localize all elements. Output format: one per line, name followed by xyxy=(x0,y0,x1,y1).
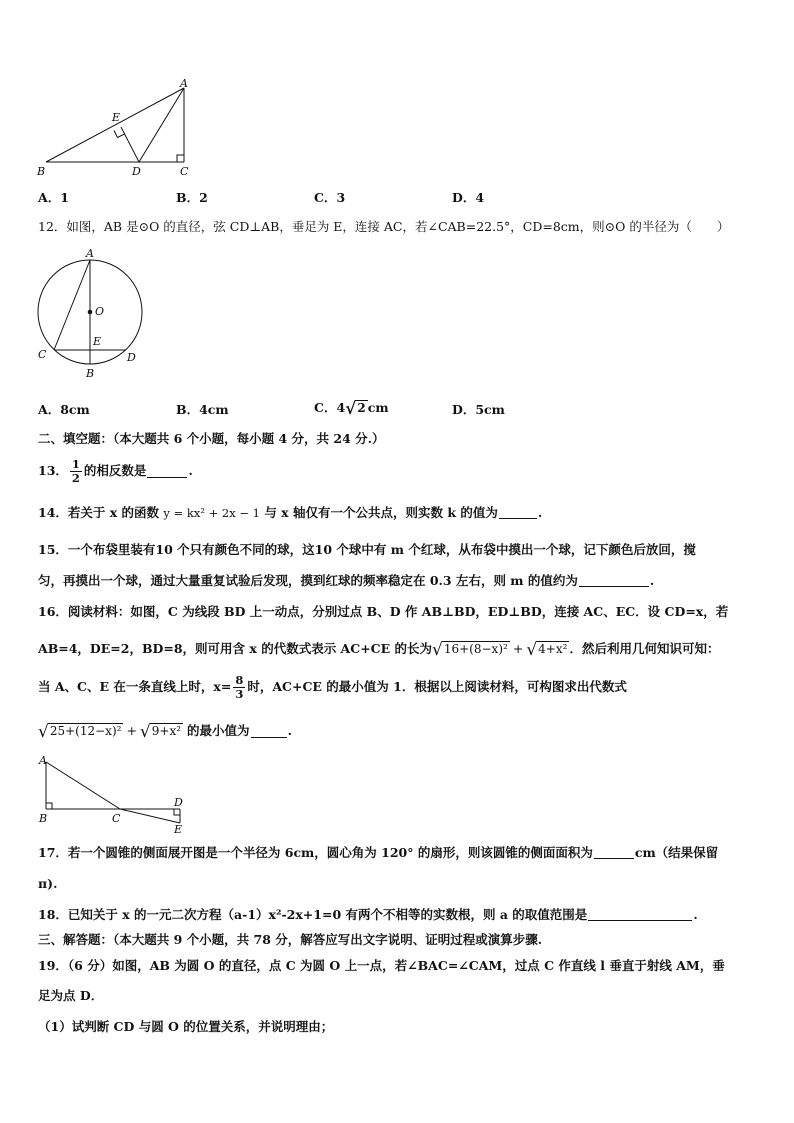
q16-line-1: 16．阅读材料：如图，C 为线段 BD 上一动点，分别过点 B、D 作 AB⊥BD，ED⊥BD，连接 AC、EC．设 CD=x，若 xyxy=(38,604,729,619)
q13-fraction-denominator: 2 xyxy=(71,470,80,485)
label-a: A xyxy=(86,247,94,260)
q14-prefix: 14．若关于 x 的函数 xyxy=(38,505,160,520)
right-angle-mark-c xyxy=(177,155,184,162)
label-d: D xyxy=(174,796,183,809)
q12-option-b[interactable]: B．4cm xyxy=(176,402,229,417)
label-e: E xyxy=(174,823,183,836)
label-b: B xyxy=(37,165,46,178)
q16-line-4-suffix: 的最小值为 xyxy=(187,723,250,738)
q17-answer-blank[interactable] xyxy=(594,846,634,859)
q16-line-2-suffix: ．然后利用几何知识可知： xyxy=(569,641,720,656)
q16-line-3-suffix: 时，AC+CE 的最小值为 1．根据以上阅读材料，可构图求出代数式 xyxy=(247,679,627,694)
q16-expression-2-sqrt-a: √25+(12−x)² xyxy=(38,721,122,742)
label-o: O xyxy=(95,305,105,318)
reading-figure-q16 xyxy=(34,752,188,836)
q12-option-c[interactable] xyxy=(314,398,389,419)
q18-answer-blank[interactable] xyxy=(588,908,692,921)
label-c: C xyxy=(112,812,121,825)
q14-suffix: 与 x 轴仅有一个公共点，则实数 k 的值为 xyxy=(264,505,498,520)
segment-ba xyxy=(46,88,184,162)
q16-expression-2-plus: + xyxy=(126,723,137,738)
q12-option-c-prefix: C．4 xyxy=(314,400,346,415)
question-13 xyxy=(38,454,193,488)
q12-option-c-suffix: cm xyxy=(367,400,389,415)
sqrt-symbol: √2 xyxy=(345,398,366,419)
q12-option-d[interactable]: D．5cm xyxy=(452,402,505,417)
q13-end: . xyxy=(188,463,193,478)
q11-option-c[interactable]: C．3 xyxy=(314,190,346,205)
q16-line-3 xyxy=(38,670,627,704)
q13-fraction-numerator: 1 xyxy=(71,456,80,471)
q16-fraction-denominator: 3 xyxy=(235,686,244,701)
label-a: A xyxy=(180,77,188,90)
q16-expression-1-sqrt-b: √4+x² xyxy=(526,639,568,660)
q13-text: 的相反数是 xyxy=(83,463,147,478)
q16-expression-1-radicand-a: 16+(8−x)² xyxy=(443,641,508,656)
q17-line-1-prefix: 17．若一个圆锥的侧面展开图是一个半径为 6cm，圆心角为 120° 的扇形，则该圆锥的侧面面积为 xyxy=(38,845,593,860)
q16-expression-1-radicand-b: 4+x² xyxy=(538,641,568,656)
question-14 xyxy=(38,505,542,521)
q16-expression-2-radicand-b: 9+x² xyxy=(151,723,182,738)
center-point xyxy=(88,310,93,315)
q15-answer-blank[interactable] xyxy=(579,574,649,587)
segment-de xyxy=(121,127,139,162)
label-c: C xyxy=(38,348,47,361)
label-d: D xyxy=(132,165,141,178)
q16-end: . xyxy=(287,723,292,738)
q12-stem: 12．如图，AB 是⊙O 的直径，弦 CD⊥AB，垂足为 E，连接 AC，若∠CAB=22.5°，CD=8cm，则⊙O 的半径为（ ） xyxy=(38,219,730,234)
q19-line-1: 19．（6 分）如图，AB 为圆 O 的直径，点 C 为圆 O 上一点，若∠BAC=∠CAM，过点 C 作直线 l 垂直于射线 AM，垂 xyxy=(38,958,725,973)
label-b: B xyxy=(39,812,48,825)
q16-line-4 xyxy=(38,718,292,744)
right-angle-mark-d xyxy=(174,809,180,815)
segment-ad xyxy=(139,88,184,162)
q16-expression-1-plus: + xyxy=(512,641,524,656)
right-angle-mark-b xyxy=(46,803,52,809)
segment-ac xyxy=(54,260,90,350)
q12-option-c-radicand: 2 xyxy=(357,400,366,415)
q16-answer-blank[interactable] xyxy=(251,725,287,738)
q17-line-1 xyxy=(38,845,718,861)
q11-option-a[interactable]: A．1 xyxy=(38,190,69,205)
segment-ce xyxy=(120,809,180,823)
q13-number: 13． xyxy=(38,463,68,478)
q17-line-1-suffix: cm（结果保留 xyxy=(634,845,719,860)
q14-end: . xyxy=(537,505,543,520)
segment-ac xyxy=(46,762,120,809)
q16-expression-1-sqrt-a: √16+(8−x)² xyxy=(432,639,508,660)
q15-line-2-prefix: 匀，再摸出一个球，通过大量重复试验后发现，摸到红球的频率稳定在 0.3 左右，则 m 的值约为 xyxy=(38,573,578,588)
q11-option-b[interactable]: B．2 xyxy=(176,190,208,205)
q13-answer-blank[interactable] xyxy=(147,465,187,478)
q16-line-2-prefix: AB=4，DE=2，BD=8，则可用含 x 的代数式表示 AC+CE 的长为 xyxy=(38,641,433,656)
q16-fraction xyxy=(233,674,245,701)
q11-option-d[interactable]: D．4 xyxy=(452,190,485,205)
q16-expression-2-radicand-a: 25+(12−x)² xyxy=(49,723,122,738)
label-e: E xyxy=(93,335,102,348)
q14-function: y = kx² + 2x − 1 xyxy=(163,506,260,520)
q19-subquestion-1: （1）试判断 CD 与圆 O 的位置关系，并说明理由； xyxy=(38,1019,334,1034)
section-2-title: 二、填空题：（本大题共 6 个小题，每小题 4 分，共 24 分.） xyxy=(38,431,385,446)
q12-option-a[interactable]: A．8cm xyxy=(38,402,90,417)
label-d: D xyxy=(127,351,136,364)
q15-line-1: 15．一个布袋里装有10 个只有颜色不同的球，这10 个球中有 m 个红球，从布袋中摸出一个球，记下颜色后放回，搅 xyxy=(38,542,696,557)
q15-end: . xyxy=(649,573,655,588)
section-3-title: 三、解答题：（本大题共 9 个小题，共 78 分，解答应写出文字说明、证明过程或演算步骤. xyxy=(38,932,543,947)
label-b: B xyxy=(86,367,95,380)
q19-line-2: 足为点 D． xyxy=(38,988,104,1003)
q18-prefix: 18．已知关于 x 的一元二次方程（a-1）x²-2x+1=0 有两个不相等的实数根，则 a 的取值范围是 xyxy=(38,907,588,922)
circle-figure-q12 xyxy=(34,246,146,380)
label-e: E xyxy=(112,111,121,124)
q18-end: . xyxy=(693,907,698,922)
q16-line-3-prefix: 当 A、C、E 在一条直线上时，x= xyxy=(38,679,232,694)
question-18 xyxy=(38,907,698,923)
q16-line-2 xyxy=(38,636,719,662)
label-c: C xyxy=(180,165,189,178)
q16-expression-2-sqrt-b: √9+x² xyxy=(139,721,182,742)
q14-answer-blank[interactable] xyxy=(499,506,537,519)
q15-line-2 xyxy=(38,573,654,589)
q17-line-2: π). xyxy=(38,876,58,891)
q16-fraction-numerator: 8 xyxy=(235,672,244,687)
q13-fraction xyxy=(70,458,82,485)
label-a: A xyxy=(39,754,47,767)
triangle-figure-q11 xyxy=(34,76,199,180)
